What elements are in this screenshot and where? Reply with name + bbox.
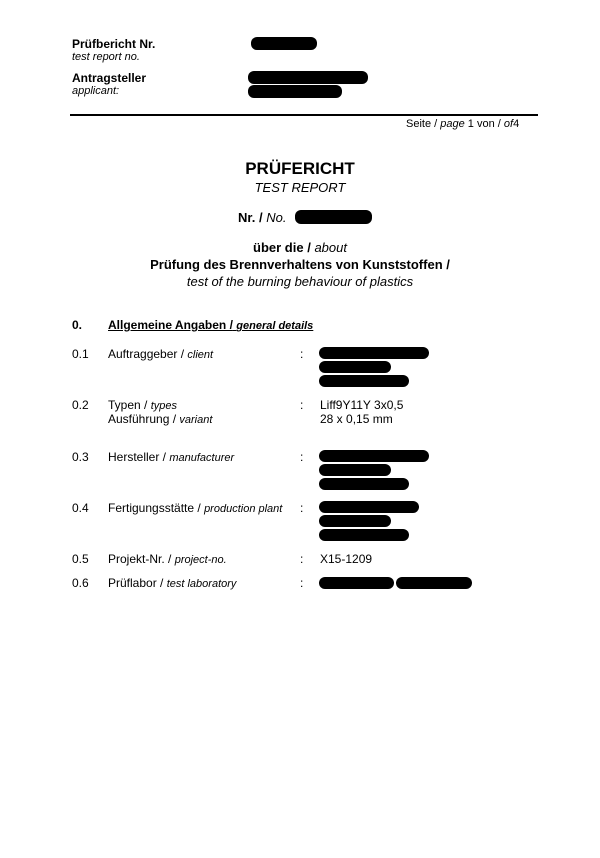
applicant-label-en: applicant: <box>72 85 120 97</box>
title-en: TEST REPORT <box>254 180 346 195</box>
page-indicator <box>406 118 519 130</box>
nr-de: Nr. / <box>238 210 263 225</box>
redacted-manufacturer-2 <box>319 464 391 476</box>
row-label <box>108 501 282 515</box>
manufacturer-label-de: Hersteller / <box>108 450 167 464</box>
redacted-plant-3 <box>319 529 409 541</box>
variant-label-en: variant <box>179 414 213 426</box>
redacted-client-2 <box>319 361 391 373</box>
row-colon: : <box>300 450 304 464</box>
test-lab-label-de: Prüflabor / <box>108 576 164 590</box>
client-label-en: client <box>187 349 214 361</box>
redacted-plant-2 <box>319 515 391 527</box>
redacted-client-1 <box>319 347 429 359</box>
header-rule <box>70 114 538 116</box>
page-num: 1 <box>467 118 474 130</box>
subject-de: Prüfung des Brennverhaltens von Kunststoffen / <box>150 257 450 272</box>
row-colon: : <box>300 552 304 566</box>
applicant-label: Antragsteller <box>72 71 147 85</box>
page-de: Seite / <box>406 118 438 130</box>
section-title-en: general details <box>236 320 314 332</box>
test-lab-label-en: test laboratory <box>166 578 237 590</box>
redacted-manufacturer-1 <box>319 450 429 462</box>
of-de: von / <box>476 118 501 130</box>
report-no-label-en: test report no. <box>72 51 140 63</box>
row-num: 0.2 <box>72 398 89 412</box>
of-en: of <box>503 118 514 130</box>
types-value: Liff9Y11Y 3x0,5 <box>320 398 404 412</box>
redacted-report-no <box>251 37 317 50</box>
row-num: 0.1 <box>72 347 89 361</box>
page-en: page <box>440 118 465 130</box>
row-label <box>108 412 212 426</box>
row-label <box>108 576 236 590</box>
redacted-plant-1 <box>319 501 419 513</box>
row-label <box>108 450 234 464</box>
project-no-label-en: project-no. <box>174 554 227 566</box>
types-label-en: types <box>150 400 177 412</box>
row-colon: : <box>300 398 304 412</box>
about-de: über die / <box>253 240 311 255</box>
section-number: 0. <box>72 318 83 332</box>
variant-label-de: Ausführung / <box>108 412 177 426</box>
row-colon: : <box>300 347 304 361</box>
redacted-manufacturer-3 <box>319 478 409 490</box>
production-plant-label-de: Fertigungsstätte / <box>108 501 201 515</box>
page-total: 4 <box>513 118 520 130</box>
about-en: about <box>314 240 347 255</box>
row-num: 0.5 <box>72 552 89 566</box>
nr-en: No. <box>266 210 287 225</box>
variant-value: 28 x 0,15 mm <box>320 412 393 426</box>
project-no-value: X15-1209 <box>320 552 373 566</box>
subject-en: test of the burning behaviour of plastics <box>186 274 414 289</box>
manufacturer-label-en: manufacturer <box>169 452 235 464</box>
row-colon: : <box>300 501 304 515</box>
redacted-applicant-1 <box>248 71 368 84</box>
row-label <box>108 347 213 361</box>
redacted-title-no <box>295 210 372 224</box>
title-number <box>238 210 286 225</box>
report-no-label: Prüfbericht Nr. <box>72 37 156 51</box>
row-label <box>108 552 227 566</box>
title-de: PRÜFERICHT <box>245 159 355 178</box>
section-title <box>108 318 313 332</box>
about-line <box>0 240 600 255</box>
redacted-client-3 <box>319 375 409 387</box>
row-num: 0.6 <box>72 576 89 590</box>
production-plant-label-en: production plant <box>204 503 283 515</box>
project-no-label-de: Projekt-Nr. / <box>108 552 172 566</box>
client-label-de: Auftraggeber / <box>108 347 185 361</box>
redacted-applicant-2 <box>248 85 342 98</box>
redacted-lab-2 <box>396 577 472 589</box>
row-num: 0.3 <box>72 450 89 464</box>
row-colon: : <box>300 576 304 590</box>
types-label-de: Typen / <box>108 398 148 412</box>
row-label <box>108 398 177 412</box>
row-num: 0.4 <box>72 501 89 515</box>
redacted-lab-1 <box>319 577 394 589</box>
section-title-de: Allgemeine Angaben / <box>108 318 233 332</box>
